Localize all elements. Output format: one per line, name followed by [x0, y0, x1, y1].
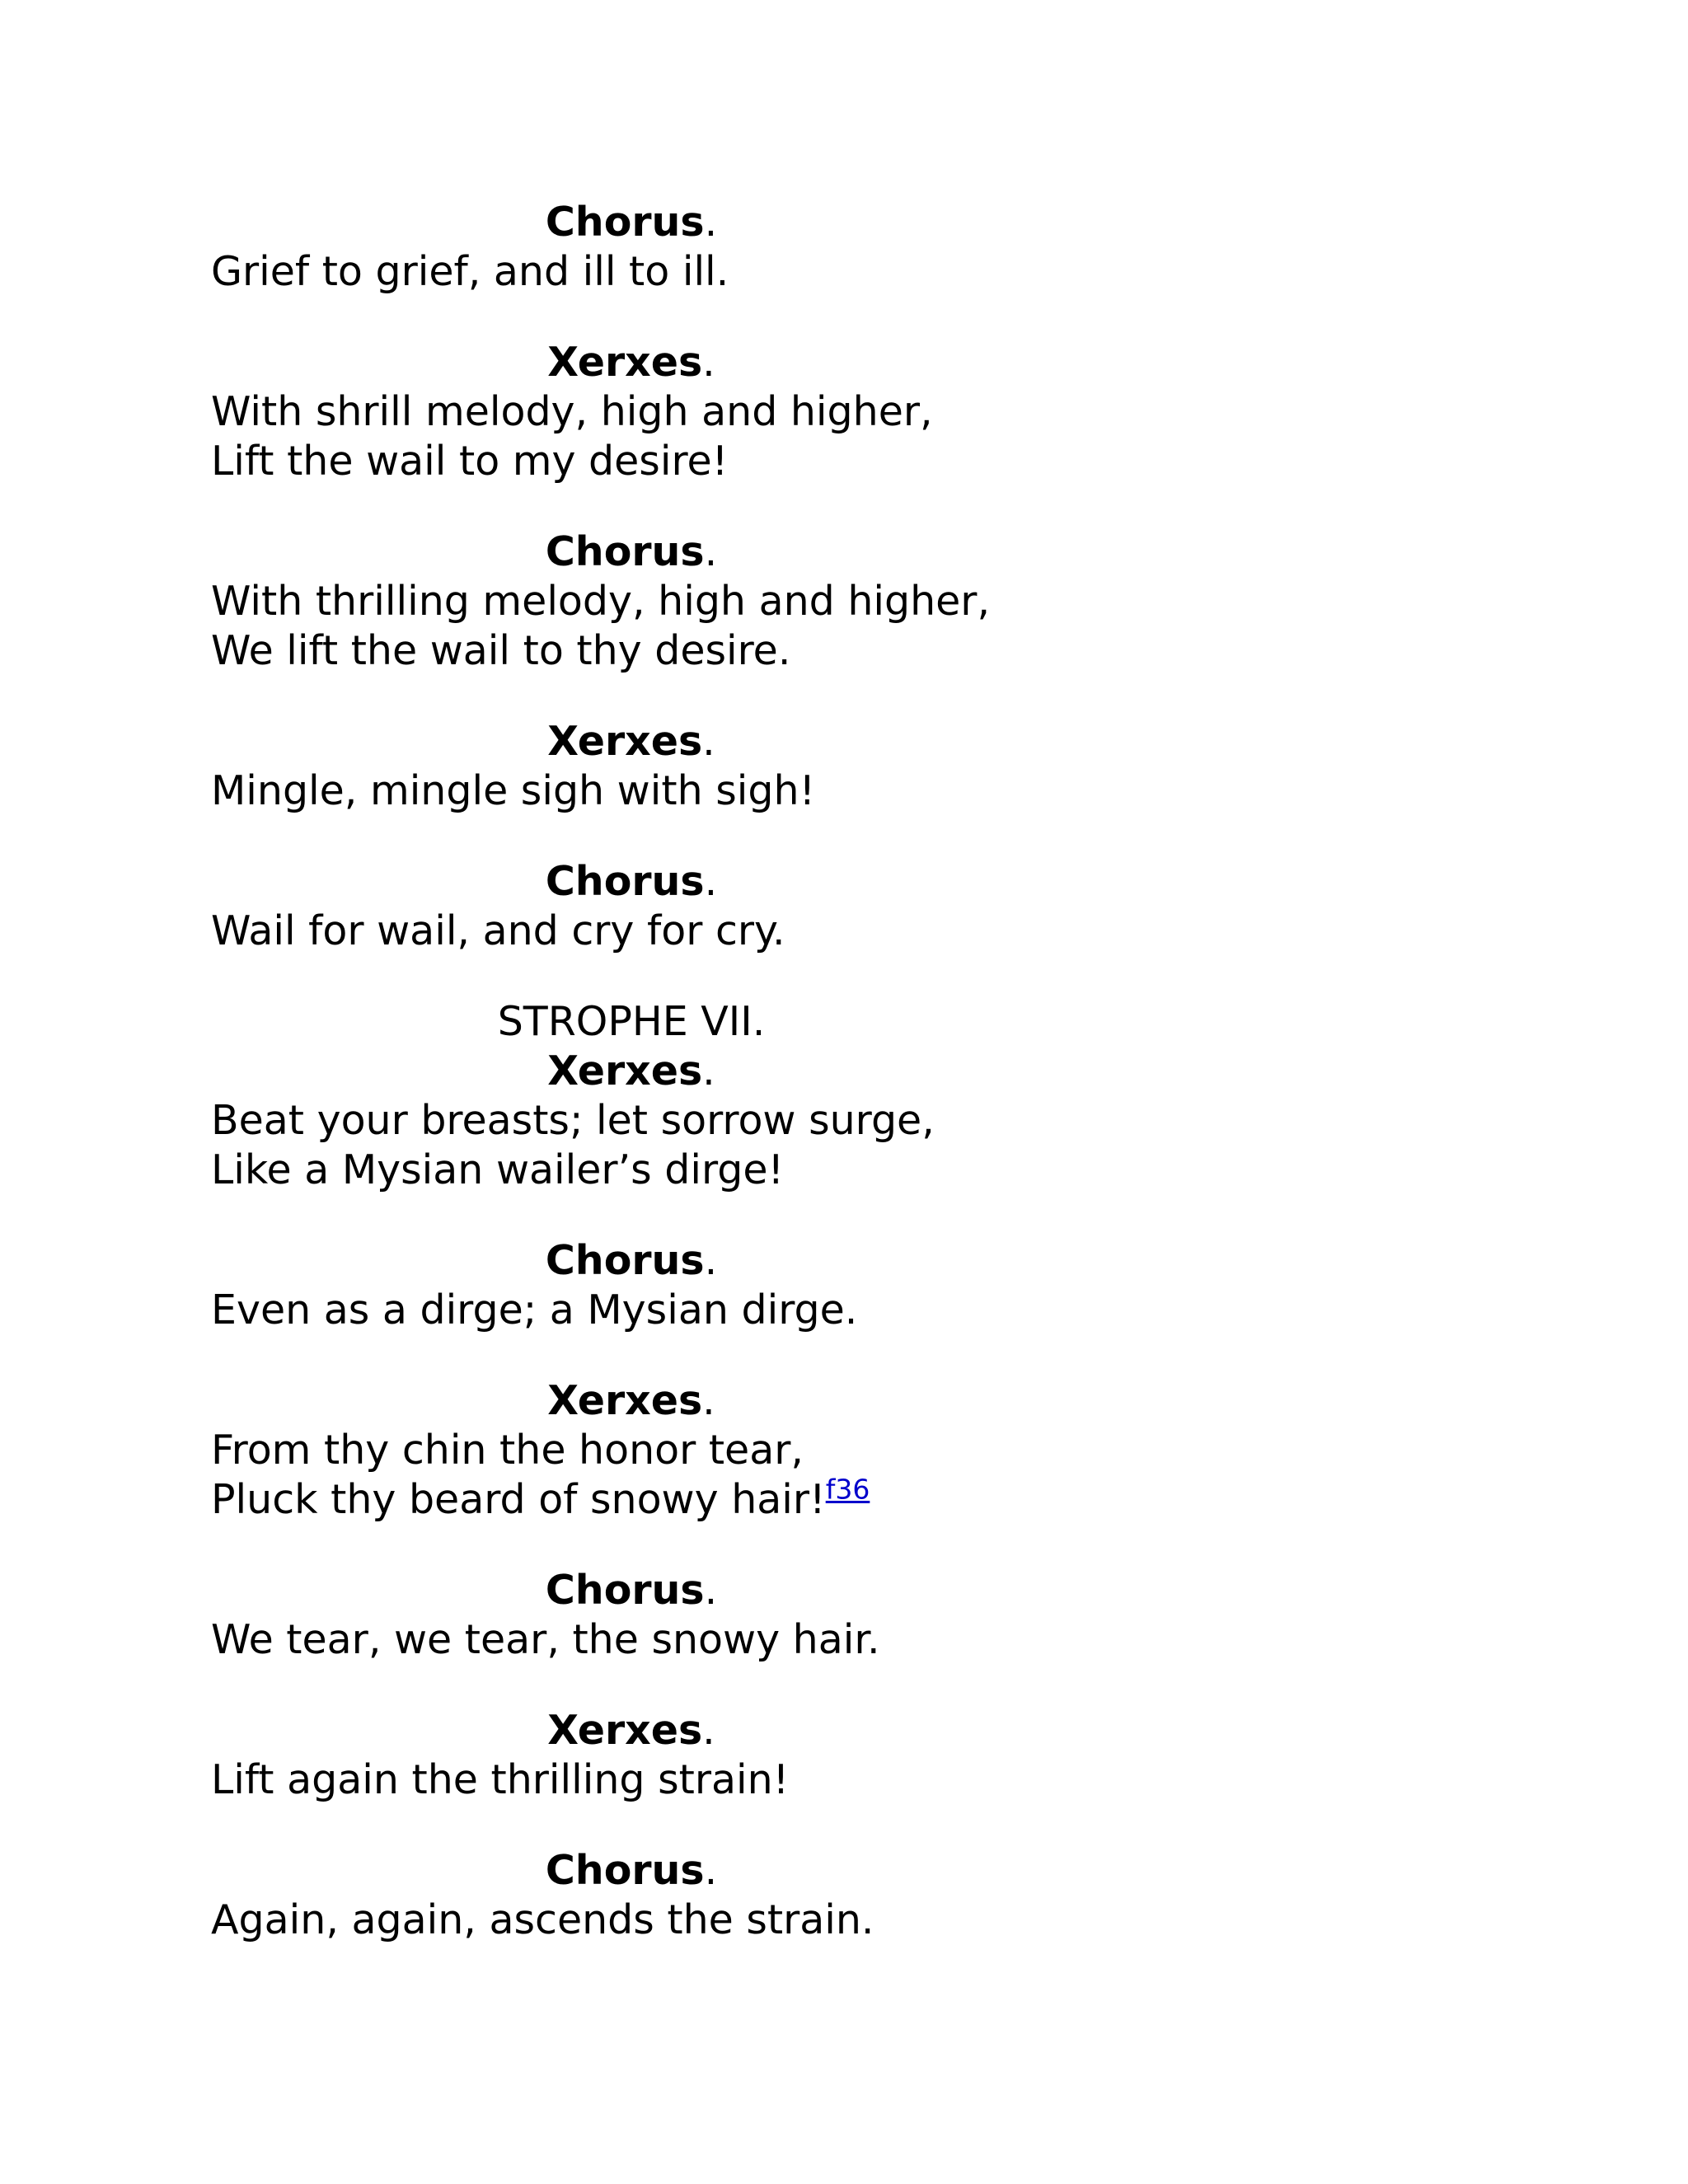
- verse-line: Again, again, ascends the strain.: [211, 1896, 874, 1943]
- verse-line: With thrilling melody, high and higher,: [211, 578, 991, 625]
- verse-line: With shrill melody, high and higher,: [211, 388, 933, 435]
- speech-block: [211, 198, 1052, 297]
- verse-line: Grief to grief, and ill to ill.: [211, 248, 729, 295]
- speech-block: [211, 1566, 1052, 1665]
- verse-line: Wail for wail, and cry for cry.: [211, 907, 785, 954]
- strophe-heading: STROPHE VII.: [497, 998, 766, 1045]
- verse-line: Like a Mysian wailer’s dirge!: [211, 1146, 785, 1193]
- speaker-name: Xerxes.: [547, 1707, 715, 1754]
- verse-line: Even as a dirge; a Mysian dirge.: [211, 1286, 858, 1333]
- speech-block: [211, 1846, 1052, 1945]
- speech-block: [211, 717, 1052, 816]
- speech-block: [211, 1236, 1052, 1335]
- verse-line: Beat your breasts; let sorrow surge,: [211, 1097, 935, 1144]
- speaker-name: Chorus.: [545, 199, 718, 246]
- speaker-name: Xerxes.: [547, 1377, 715, 1424]
- document-body: [211, 198, 1052, 1986]
- speech-block: [211, 1376, 1052, 1525]
- verse-line: Lift again the thrilling strain!: [211, 1756, 790, 1803]
- verse-line: We lift the wail to thy desire.: [211, 627, 791, 674]
- speaker-name: Chorus.: [545, 528, 718, 575]
- verse-line: Mingle, mingle sigh with sigh!: [211, 767, 816, 814]
- speaker-name: Chorus.: [545, 1567, 718, 1614]
- footnote-link[interactable]: f36: [825, 1473, 870, 1506]
- verse-line: Lift the wail to my desire!: [211, 438, 729, 485]
- speech-block: [211, 338, 1052, 486]
- speaker-name: Xerxes.: [547, 718, 715, 765]
- speaker-name: Xerxes.: [547, 1047, 715, 1094]
- speech-block: [211, 857, 1052, 956]
- verse-line: Pluck thy beard of snowy hair!$^{f36}$: [211, 1473, 870, 1523]
- speaker-name: Chorus.: [545, 1847, 718, 1894]
- speaker-name: Chorus.: [545, 1237, 718, 1284]
- speaker-name: Chorus.: [545, 858, 718, 905]
- speaker-name: Xerxes.: [547, 339, 715, 386]
- speech-block: [211, 1706, 1052, 1805]
- speech-block: [211, 997, 1052, 1195]
- verse-line: From thy chin the honor tear,: [211, 1427, 804, 1474]
- speech-block: [211, 527, 1052, 676]
- verse-line: We tear, we tear, the snowy hair.: [211, 1616, 880, 1663]
